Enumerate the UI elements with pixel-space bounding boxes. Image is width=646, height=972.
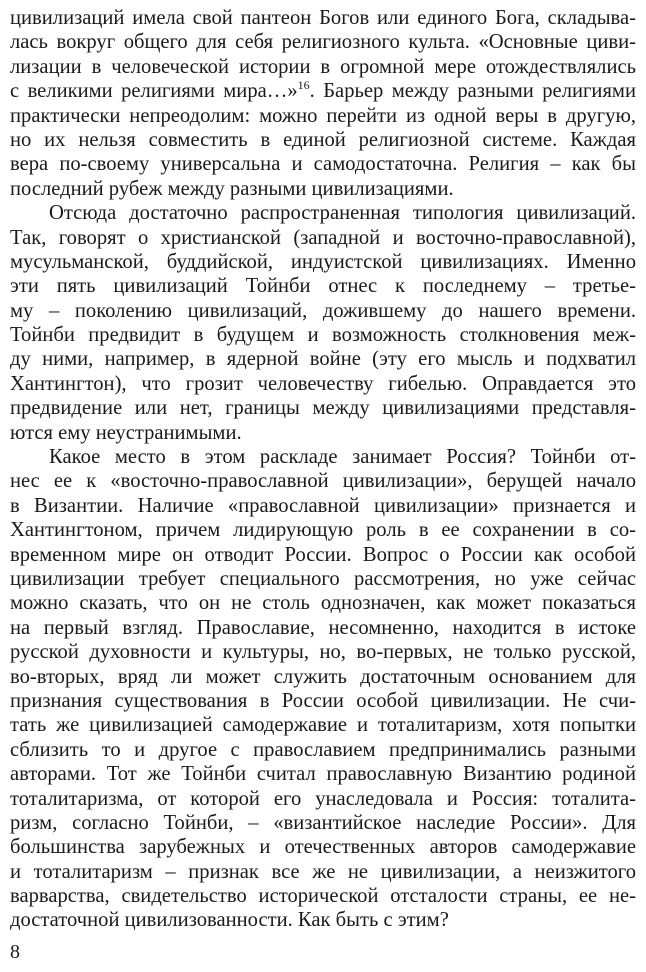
paragraph: [10, 201, 636, 445]
line-text: тать же цивилизацией самодержавие и тоталитаризм, хотя попытки: [10, 714, 636, 737]
text-line: [10, 250, 636, 274]
line-text: тоталитаризма, от которой его унаследовала и Россия: тоталита-: [10, 787, 636, 810]
text-line: [10, 860, 636, 884]
line-text: достаточной цивилизованности. Как быть с этим?: [10, 909, 449, 932]
line-text: сблизить то и другое с православием предпринимались разными: [10, 738, 636, 761]
line-text: временном мире он отводит России. Вопрос о России как особой: [10, 543, 636, 566]
text-line: [10, 372, 636, 396]
text-line: [10, 762, 636, 786]
line-text: Так, говорят о христианской (западной и восточно-православной),: [10, 226, 636, 249]
line-text: Хантингтон), что грозит человечеству гибелью. Оправдается это: [10, 372, 636, 395]
line-text: ются ему неустранимыми.: [10, 421, 242, 444]
line-text: Какое место в этом раскладе занимает Россия? Тойнби от-: [49, 446, 636, 469]
line-text: эти пять цивилизаций Тойнби отнес к последнему – третье-: [10, 275, 636, 298]
text-line: [10, 543, 636, 567]
line-text: лась вокруг общего для себя религиозного культа. «Основные циви-: [10, 31, 636, 54]
text-line: [10, 201, 636, 225]
page-number: 8: [10, 941, 20, 963]
text-line: [10, 908, 636, 932]
line-text: варварства, свидетельство исторической отсталости страны, ее не-: [10, 885, 636, 908]
text-line: [10, 30, 636, 54]
body-text: [10, 6, 636, 933]
text-line: [10, 445, 636, 469]
line-text: Тойнби предвидит в будущем и возможность столкновения меж-: [10, 324, 636, 347]
line-text: ризм, согласно Тойнби, – «византийское наследие России». Для: [10, 811, 636, 834]
line-text: можно сказать, что он не столь однозначен, как может показаться: [10, 592, 636, 615]
text-line: [10, 323, 636, 347]
line-text: нес ее к «восточно-православной цивилизации», берущей начало: [10, 470, 636, 493]
text-line: [10, 104, 636, 128]
line-text: цивилизаций имела свой пантеон Богов или единого Бога, складыва-: [10, 7, 636, 29]
text-line: [10, 494, 636, 518]
text-line: [10, 665, 636, 689]
line-text: последний рубеж между разными цивилизациями.: [10, 177, 454, 200]
paragraph: [10, 445, 636, 933]
text-line: [10, 6, 636, 30]
line-text: с великими религиями мира…»: [10, 80, 298, 103]
line-text: му – поколению цивилизаций, дожившему до нашего времени.: [10, 299, 636, 322]
text-line: [10, 128, 636, 152]
text-line: [10, 591, 636, 615]
text-line: [10, 835, 636, 859]
text-line: [10, 713, 636, 737]
line-text: русской духовности и культуры, но, во-первых, не только русской,: [10, 641, 636, 664]
paragraph: [10, 6, 636, 201]
text-line: [10, 274, 636, 298]
line-text: лизации в человеческой истории в огромной мере отождествлялись: [10, 55, 636, 78]
line-text: Хантингтоном, причем лидирующую роль в ее сохранении в со-: [10, 519, 636, 542]
text-line: [10, 152, 636, 176]
text-line: [10, 787, 636, 811]
line-text: цивилизации требует специального рассмотрения, но уже сейчас: [10, 567, 636, 590]
line-text: большинства зарубежных и отечественных авторов самодержавие: [10, 836, 636, 859]
text-line: [10, 640, 636, 664]
text-line: [10, 347, 636, 371]
line-text: авторами. Тот же Тойнби считал православную Византию родиной: [10, 763, 636, 786]
line-text: и тоталитаризм – признак все же не цивилизации, а неизжитого: [10, 860, 636, 883]
text-line: [10, 299, 636, 323]
line-text: но их нельзя совместить в единой религиозной системе. Каждая: [10, 128, 636, 151]
text-line: [10, 811, 636, 835]
line-text: мусульманской, буддийской, индуистской цивилизациях. Именно: [10, 250, 636, 273]
text-line: [10, 567, 636, 591]
text-line: [10, 884, 636, 908]
line-text-continued: . Барьер между разными религиями: [309, 80, 636, 103]
text-line: [10, 689, 636, 713]
text-line: [10, 421, 636, 445]
text-line: [10, 738, 636, 762]
text-line: [10, 469, 636, 493]
text-line: [10, 616, 636, 640]
text-line: [10, 177, 636, 201]
line-text: Отсюда достаточно распространенная типология цивилизаций.: [49, 202, 636, 225]
line-text: ду ними, например, в ядерной войне (эту его мысль и подхватил: [10, 348, 636, 371]
line-text: на первый взгляд. Православие, несомненно, находится в истоке: [10, 616, 636, 639]
line-text: в Византии. Наличие «православной цивилизации» признается и: [10, 494, 636, 517]
text-line: [10, 396, 636, 420]
footnote-marker: 16: [297, 78, 310, 93]
line-text: признания существования в России особой цивилизации. Не счи-: [10, 689, 636, 712]
line-text: во-вторых, вряд ли может служить достаточным основанием для: [10, 665, 636, 688]
line-text: вера по-своему универсальна и самодостаточна. Религия – как бы: [10, 153, 636, 176]
text-line: [10, 55, 636, 79]
line-text: практически непреодолим: можно перейти из одной веры в другую,: [10, 104, 636, 127]
line-text: предвидение или нет, границы между цивилизациями представля-: [10, 397, 636, 420]
text-line: [10, 79, 636, 103]
text-line: [10, 226, 636, 250]
text-line: [10, 518, 636, 542]
